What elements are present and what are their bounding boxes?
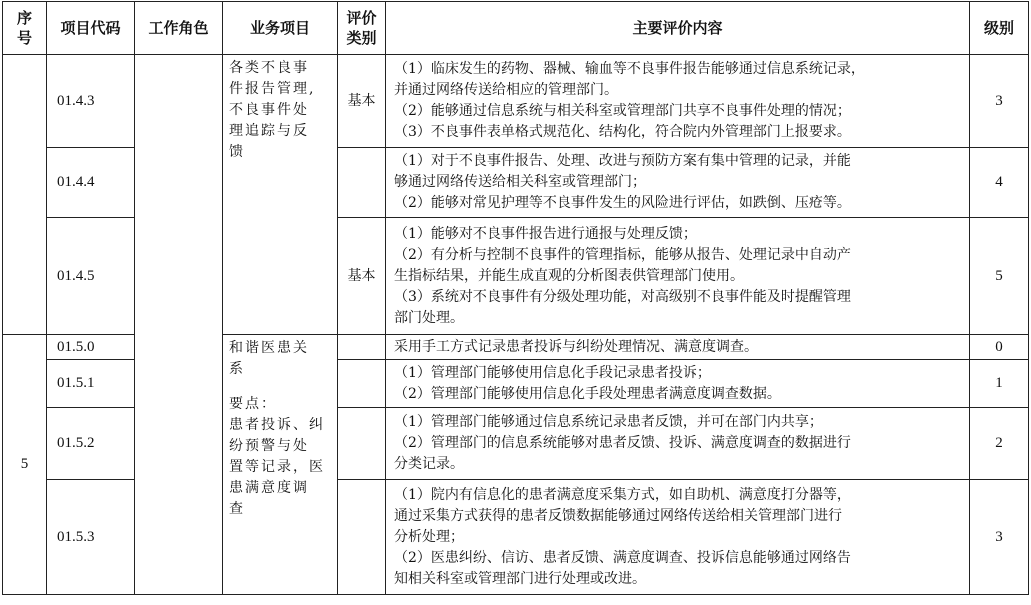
level-cell: 1 (970, 360, 1029, 408)
project-line: 各类不良事 (229, 60, 309, 76)
content-line: （1）对于不良事件报告、处理、改进与预防方案有集中管理的记录，并能 (394, 153, 851, 169)
project-line: 和谐医患关 (229, 340, 309, 356)
code-cell: 01.4.5 (47, 218, 135, 335)
content-line: （1）管理部门能够使用信息化手段记录患者投诉； (394, 364, 711, 381)
level-cell: 3 (970, 480, 1029, 595)
project-cell (223, 335, 338, 595)
content-line: 够通过网络传送给相关科室或管理部门； (394, 174, 646, 190)
seq-cell: 5 (3, 335, 47, 595)
content-line: 知相关科室或管理部门进行处理或改进。 (394, 570, 646, 587)
category-cell (338, 408, 386, 480)
content-line: （1）临床发生的药物、器械、输血等不良事件报告能够通过信息系统记录， (394, 61, 865, 77)
content-cell (386, 408, 970, 480)
header-category: 评价类别 (338, 2, 386, 55)
code-cell: 01.4.4 (47, 148, 135, 218)
content-cell (386, 480, 970, 595)
category-cell (338, 480, 386, 595)
project-note-line: 患满意度调 (229, 480, 309, 496)
header-level: 级别 (970, 2, 1029, 55)
content-line: （3）不良事件表单格式规范化、结构化，符合院内外管理部门上报要求。 (394, 124, 851, 140)
level-cell: 2 (970, 408, 1029, 480)
table-row (3, 55, 1029, 148)
project-line: 理追踪与反 (229, 123, 309, 139)
level-cell: 3 (970, 55, 1029, 148)
project-line: 馈 (229, 144, 245, 160)
category-cell: 基本 (338, 55, 386, 148)
content-cell (386, 360, 970, 408)
header-row (3, 2, 1029, 55)
header-content: 主要评价内容 (386, 2, 970, 55)
content-line: 并通过网络传送给相应的管理部门。 (394, 82, 618, 98)
project-spacer (229, 380, 333, 394)
evaluation-table (2, 1, 1029, 595)
category-cell (338, 335, 386, 360)
content-line: 采用手工方式记录患者投诉与纠纷处理情况、满意度调查。 (394, 338, 758, 355)
project-line: 系 (229, 361, 245, 377)
content-line: （1）能够对不良事件报告进行通报与处理反馈； (394, 225, 697, 242)
project-note-line: 查 (229, 501, 245, 517)
content-cell (386, 218, 970, 335)
category-cell (338, 360, 386, 408)
content-line: 分类记录。 (394, 456, 464, 472)
code-cell: 01.5.0 (47, 335, 135, 360)
content-line: （2）管理部门能够使用信息化手段处理患者满意度调查数据。 (394, 385, 781, 402)
project-note-line: 患者投诉、纠 (229, 417, 325, 433)
project-line: 不良事件处 (229, 102, 309, 118)
content-cell (386, 335, 970, 360)
category-cell (338, 148, 386, 218)
level-cell: 5 (970, 218, 1029, 335)
content-line: （3）系统对不良事件有分级处理功能，对高级别不良事件能及时提醒管理 (394, 288, 851, 305)
content-line: （2）能够对常见护理等不良事件发生的风险进行评估，如跌倒、压疮等。 (394, 195, 851, 211)
content-line: （1）管理部门能够通过信息系统记录患者反馈，并可在部门内共享； (394, 414, 823, 430)
header-role: 工作角色 (135, 2, 223, 55)
content-line: （1）院内有信息化的患者满意度采集方式，如自助机、满意度打分器等， (394, 486, 851, 503)
header-seq: 序号 (3, 2, 47, 55)
code-cell: 01.4.3 (47, 55, 135, 148)
level-cell: 0 (970, 335, 1029, 360)
header-project: 业务项目 (223, 2, 338, 55)
role-cell (135, 55, 223, 595)
project-note-line: 要点： (229, 396, 277, 412)
content-line: 通过采集方式获得的患者反馈数据能够通过网络传送给相关管理部门进行 (394, 507, 842, 524)
content-line: （2）能够通过信息系统与相关科室或管理部门共享不良事件处理的情况； (394, 103, 851, 119)
project-note-line: 纷预警与处 (229, 438, 309, 454)
content-line: 部门处理。 (394, 309, 464, 326)
content-line: 生指标结果，并能生成直观的分析图表供管理部门使用。 (394, 267, 744, 284)
project-note-line: 置等记录，医 (229, 459, 325, 475)
project-line: 件报告管理, (229, 81, 316, 97)
code-cell: 01.5.2 (47, 408, 135, 480)
header-code: 项目代码 (47, 2, 135, 55)
content-line: （2）有分析与控制不良事件的管理指标，能够从报告、处理记录中自动产 (394, 246, 851, 263)
code-cell: 01.5.1 (47, 360, 135, 408)
content-line: （2）管理部门的信息系统能够对患者反馈、投诉、满意度调查的数据进行 (394, 435, 851, 451)
content-line: （2）医患纠纷、信访、患者反馈、满意度调查、投诉信息能够通过网络告 (394, 549, 851, 566)
category-cell: 基本 (338, 218, 386, 335)
seq-cell-empty (3, 55, 47, 335)
level-cell: 4 (970, 148, 1029, 218)
content-cell (386, 55, 970, 148)
content-line: 分析处理； (394, 528, 464, 545)
project-cell (223, 55, 338, 335)
code-cell: 01.5.3 (47, 480, 135, 595)
content-cell (386, 148, 970, 218)
